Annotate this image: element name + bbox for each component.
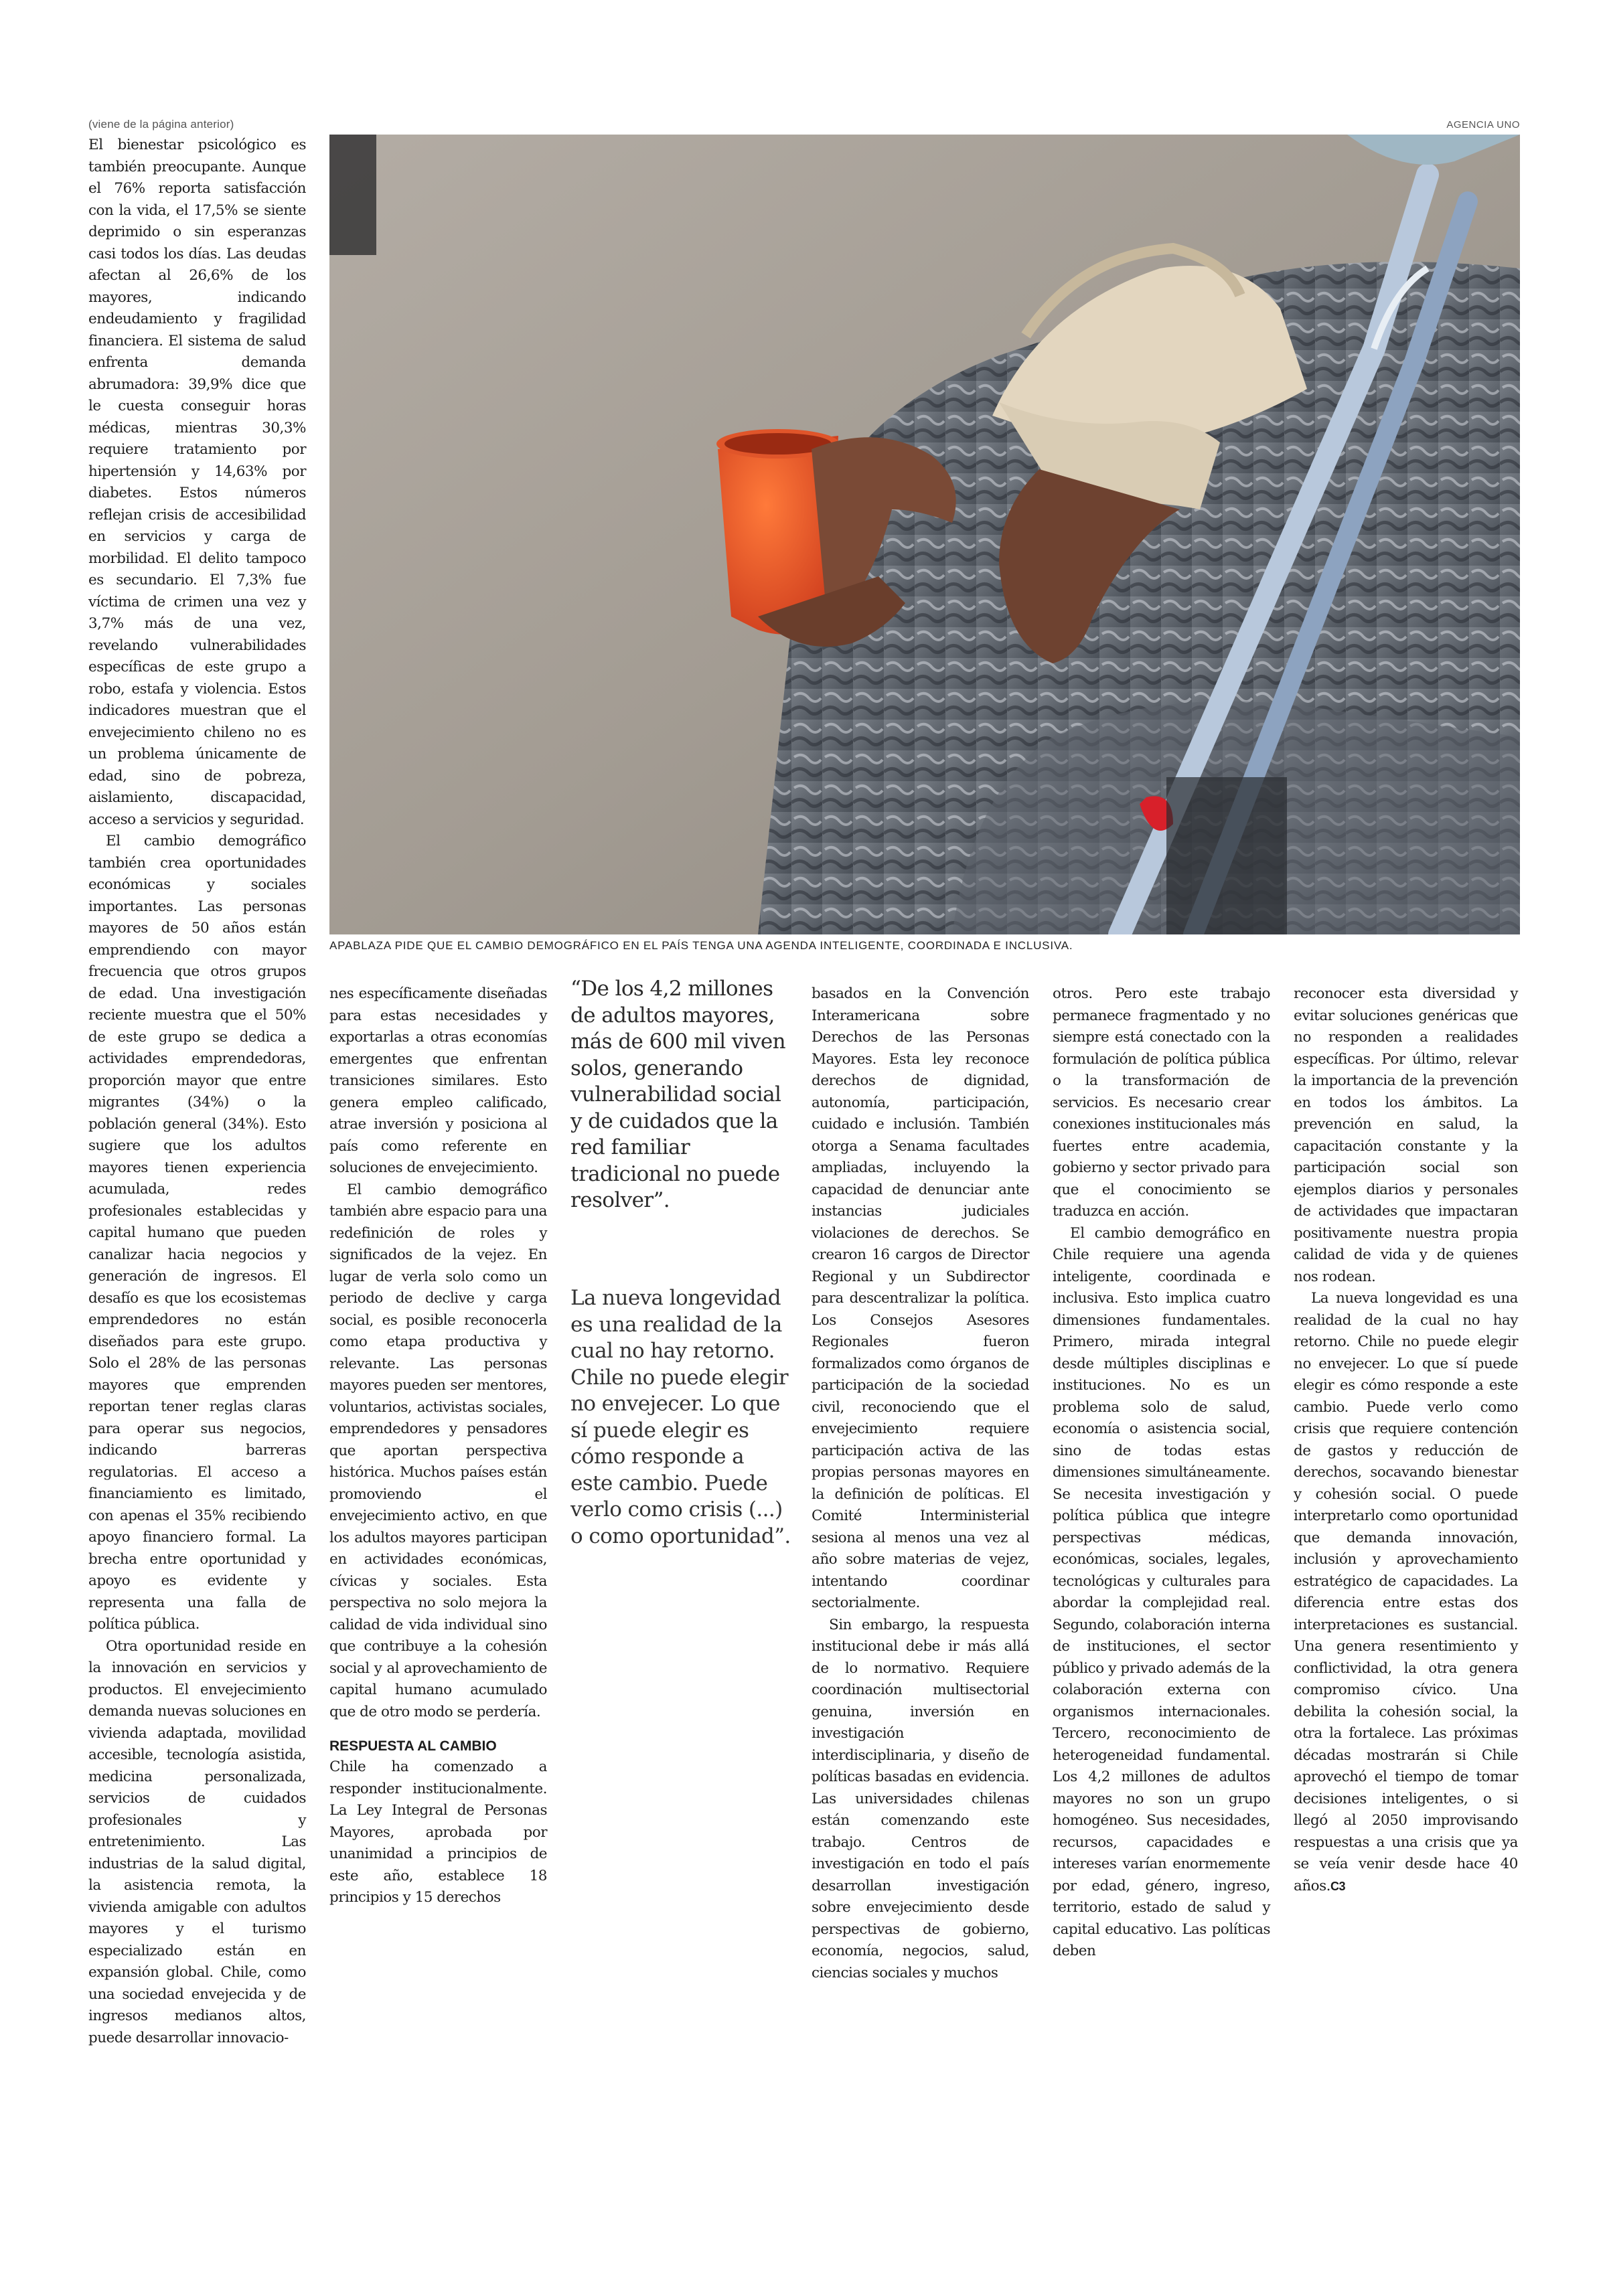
paragraph: El cambio demográfico también crea oportunidades económicas y sociales importantes. Las personas mayores de 50 años están emprendiendo con mayor frecuencia que otros grupos de edad. Una investigación reciente muestra que el 50% de este grupo se dedica a actividades emprendedoras, proporción mayor que entre migrantes (34%) o la población general (34%). Esto sugiere que los adultos mayores tienen experiencia acumulada, redes profesionales establecidas y capital humano que pueden canalizar hacia negocios y generación de ingresos. El desafío es que los ecosistemas emprendedores no están diseñados para este grupo. Solo el 28% de las personas mayores que emprenden reportan tener reglas claras para operar sus negocios, indicando barreras regulatorias. El acceso a financiamiento es limitado, con apenas el 35% recibiendo apoyo financiero formal. La brecha entre oportunidad y apoyo es evidente y representa una falla de política pública.: [88, 833, 306, 1633]
photo-credit: AGENCIA UNO: [1446, 119, 1520, 131]
article-column-1: [88, 135, 306, 2049]
paragraph: Otra oportunidad reside en la innovación en servicios y productos. El envejecimiento demanda nuevas soluciones en vivienda adaptada, movilidad accesible, tecnología asistida, medicina personalizada, servicios de cuidados profesionales y entretenimiento. Las industrias de la salud digital, la asistencia remota, la vivienda amigable con adultos mayores y el turismo especializado están en expansión global. Chile, como una sociedad envejecida y de ingresos medianos altos, puede desarrollar innovacio-: [88, 1637, 306, 2046]
end-mark: C3: [1330, 1879, 1345, 1893]
article-photo: [329, 135, 1520, 934]
paragraph: reconocer esta diversidad y evitar soluciones genéricas que no responden a realidades específicas. Por último, relevar la importancia de la prevención en todos los ámbitos. La prevención en salud, la capacitación constante y la participación social son ejemplos diarios y personales de actividades que impactaran positivamente nuestra propia calidad de vida y de quienes nos rodean.: [1294, 985, 1518, 1285]
paragraph: nes específicamente diseñadas para estas necesidades y exportarlas a otras economías emergentes que enfrentan transiciones similares. Esto genera empleo calificado, atrae inversión y posiciona al país como referente en soluciones de envejecimiento.: [329, 985, 547, 1176]
photo-caption: APABLAZA PIDE QUE EL CAMBIO DEMOGRÁFICO EN EL PAÍS TENGA UNA AGENDA INTELIGENTE, COORDINADA E INCLUSIVA.: [329, 939, 1073, 952]
section-heading: RESPUESTA AL CAMBIO: [329, 1738, 497, 1754]
elderly-person-holding-cup-photo: [329, 135, 1520, 934]
continued-from-previous-page: (viene de la página anterior): [88, 118, 234, 131]
closing-paragraph-text: La nueva longevidad es una realidad de la cual no hay retorno. Chile no puede elegir no envejecer. Lo que sí puede elegir es cómo responde a este cambio. Puede verlo como crisis que requiere contención de gastos y reducción de derechos, socavando bienestar y cohesión social. O puede interpretarlo como oportunidad que demanda innovación, inclusión y aprovechamiento estratégico de capacidades. La diferencia entre estas dos interpretaciones es sustancial. Una genera resentimiento y conflictividad, la otra genera compromiso cívico. Una debilita la cohesión social, la otra la fortalece. Las próximas décadas mostrarán si Chile aprovechó el tiempo de tomar decisiones inteligentes, o si llegó al 2050 improvisando respuestas a una crisis que ya se veía venir desde hace 40 años.: [1294, 1290, 1518, 1894]
paragraph: Sin embargo, la respuesta institucional debe ir más allá de lo normativo. Requiere coordinación multisectorial genuina, inversión en investigación interdisciplinaria, y diseño de políticas basadas en evidencia. Las universidades chilenas están comenzando este trabajo. Centros de investigación en todo el país desarrollan investigación sobre envejecimiento desde perspectivas de gobierno, economía, negocios, salud, ciencias sociales y muchos: [812, 1616, 1029, 1981]
paragraph: El cambio demográfico en Chile requiere una agenda inteligente, coordinada e inclusiva. Esto implica cuatro dimensiones fundamentales. Primero, mirada integral desde múltiples disciplinas e instituciones. No es un problema solo de salud, economía o asistencia social, sino de todas estas dimensiones simultáneamente. Se necesita investigación y política pública que integre perspectivas médicas, económicas, sociales, legales, tecnológicas y culturales para abordar la complejidad real. Segundo, colaboración interna de instituciones, el sector público y privado además de la colaboración externa con organismos internacionales. Tercero, reconocimiento de heterogeneidad fundamental. Los 4,2 millones de adultos mayores no son un grupo homogéneo. Sus necesidades, recursos, capacidades e intereses varían enormemente por edad, género, ingreso, territorio, estado de salud y capital educativo. Las políticas deben: [1053, 1224, 1270, 1959]
pull-quote-1: “De los 4,2 millones de adultos mayores, más de 600 mil viven solos, generando vulnerabilidad social y de cuidados que la red familiar tradicional no puede resolver”.: [570, 977, 786, 1212]
article-column-5: [1294, 983, 1518, 1897]
paragraph: basados en la Convención Interamericana sobre Derechos de las Personas Mayores. Esta ley reconoce derechos de dignidad, autonomía, participación, cuidado e inclusión. También otorga a Senama facultades ampliadas, incluyendo la capacidad de denunciar ante instancias judiciales violaciones de derechos. Se crearon 16 cargos de Director Regional y un Subdirector para descentralizar la política. Los Consejos Asesores Regionales fueron formalizados como órganos de participación de la sociedad civil, reconociendo que el envejecimiento requiere participación activa de las propias personas mayores en la definición de políticas. El Comité Interministerial sesiona al menos una vez al año sobre materias de vejez, intentando coordinar sectorialmente.: [812, 985, 1029, 1611]
paragraph: otros. Pero este trabajo permanece fragmentado y no siempre está conectado con la formulación de política pública o la transformación de servicios. Es necesario crear conexiones institucionales más fuertes entre academia, gobierno y sector privado para que el conocimiento se traduzca en acción.: [1053, 985, 1270, 1220]
article-column-4: [1053, 983, 1270, 1963]
paragraph: [1294, 1288, 1518, 1897]
paragraph: El bienestar psicológico es también preocupante. Aunque el 76% reporta satisfacción con la vida, el 17,5% se siente deprimido o sin esperanzas casi todos los días. Las deudas afectan al 26,6% de los mayores, indicando endeudamiento y fragilidad financiera. El sistema de salud enfrenta demanda abrumadora: 39,9% dice que le cuesta conseguir horas médicas, mientras 30,3% requiere tratamiento por hipertensión y 14,63% por diabetes. Estos números reflejan crisis de accesibilidad en servicios y carga de morbilidad. El delito tampoco es secundario. El 7,3% fue víctima de crimen una vez y 3,7% más de una vez, revelando vulnerabilidades específicas de este grupo a robo, estafa y violencia. Estos indicadores muestran que el envejecimiento chileno no es un problema únicamente de edad, sino de pobreza, aislamiento, discapacidad, acceso a servicios y seguridad.: [88, 137, 306, 828]
paragraph: El cambio demográfico también abre espacio para una redefinición de roles y significados de la vejez. En lugar de verla solo como un periodo de declive y carga social, es posible reconocerla como etapa productiva y relevante. Las personas mayores pueden ser mentores, voluntarios, activistas sociales, emprendedores y pensadores que aportan perspectiva histórica. Muchos países están promoviendo el envejecimiento activo, en que los adultos mayores participan en actividades económicas, cívicas y sociales. Esta perspectiva no solo mejora la calidad de vida individual sino que contribuye a la cohesión social y al aprovechamiento de capital humano acumulado que de otro modo se perdería.: [329, 1181, 547, 1720]
paragraph: Chile ha comenzado a responder institucionalmente. La Ley Integral de Personas Mayores, aprobada por unanimidad a principios de este año, establece 18 principios y 15 derechos: [329, 1758, 547, 1906]
article-column-3: [812, 983, 1029, 1984]
pull-quote-2: La nueva longevidad es una realidad de la cual no hay retorno. Chile no puede elegir no envejecer. Lo que sí puede elegir es cómo responde a este cambio. Puede verlo como crisis (...) o como oportunidad”.: [570, 1286, 791, 1548]
article-column-2: [329, 983, 547, 1909]
